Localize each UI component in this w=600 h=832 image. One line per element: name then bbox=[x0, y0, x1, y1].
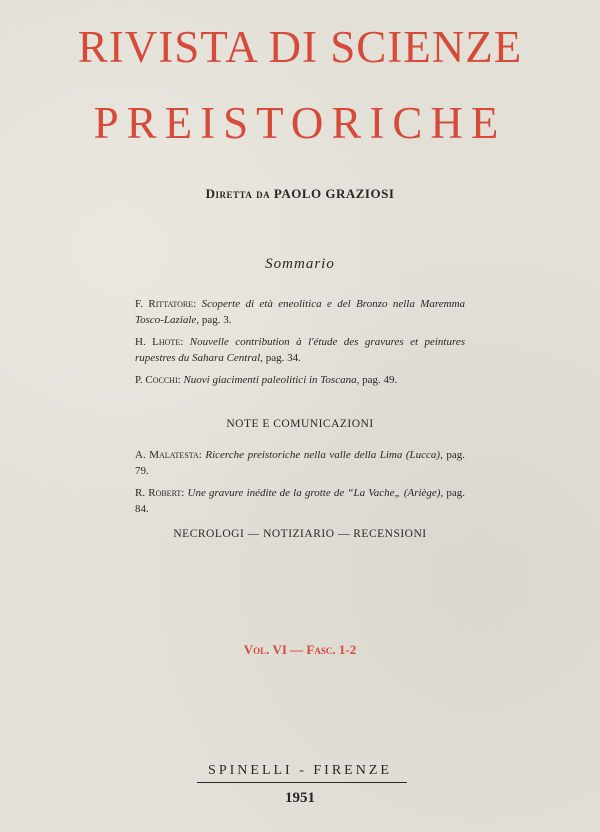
article-author: F. Rittatore: bbox=[135, 298, 197, 310]
note-author: R. Robert: bbox=[135, 487, 185, 499]
article-page: pag. 3. bbox=[201, 314, 232, 326]
editor-name: PAOLO GRAZIOSI bbox=[273, 186, 395, 201]
note-title: Une gravure inédite de la grotte de “La Vache„ (Ariège), bbox=[187, 487, 444, 499]
note-page: pag. 84. bbox=[135, 487, 466, 515]
article-entry bbox=[135, 296, 465, 328]
fascicle-number: 1-2 bbox=[338, 642, 357, 657]
note-title: Ricerche preistoriche nella valle della Lima (Lucca), bbox=[205, 449, 443, 461]
volume-dash: — bbox=[290, 642, 304, 657]
note-page: pag. 79. bbox=[135, 449, 465, 477]
journal-title-line2: PREISTORICHE bbox=[93, 98, 507, 148]
publication-year: 1951 bbox=[285, 790, 315, 806]
volume-number: VI bbox=[272, 642, 287, 657]
note-entry bbox=[135, 447, 465, 479]
article-title: Nouvelle contribution à l'étude des gravures et peintures rupestres du Sahara Central, bbox=[135, 336, 465, 364]
article-title: Scoperte di età eneolitica e del Bronzo nella Maremma Tosco-Laziale, bbox=[135, 298, 466, 326]
publisher-rule bbox=[197, 782, 407, 783]
editor-line bbox=[0, 186, 600, 202]
volume-line bbox=[0, 642, 600, 658]
fascicle-label: Fasc. bbox=[306, 642, 336, 657]
summary-heading: Sommario bbox=[265, 256, 335, 272]
articles-list bbox=[135, 296, 465, 394]
notes-list bbox=[135, 447, 465, 523]
article-page: pag. 49. bbox=[362, 374, 398, 386]
editor-prefix: Diretta da bbox=[205, 186, 271, 201]
notes-heading: NOTE E COMUNICAZIONI bbox=[226, 418, 374, 430]
note-entry bbox=[135, 485, 465, 517]
publisher: SPINELLI - FIRENZE bbox=[208, 763, 392, 778]
article-author: P. Cocchi: bbox=[135, 374, 181, 386]
article-title: Nuovi giacimenti paleolitici in Toscana, bbox=[183, 374, 360, 386]
sections-line: NECROLOGI — NOTIZIARIO — RECENSIONI bbox=[173, 528, 427, 540]
article-entry bbox=[135, 334, 465, 366]
article-entry bbox=[135, 372, 465, 388]
article-author: H. Lhote: bbox=[135, 336, 184, 348]
volume-label: Vol. bbox=[243, 642, 270, 657]
article-page: pag. 34. bbox=[265, 352, 301, 364]
journal-title-line1: RIVISTA DI SCIENZE bbox=[77, 22, 523, 72]
note-author: A. Malatesta: bbox=[135, 449, 202, 461]
